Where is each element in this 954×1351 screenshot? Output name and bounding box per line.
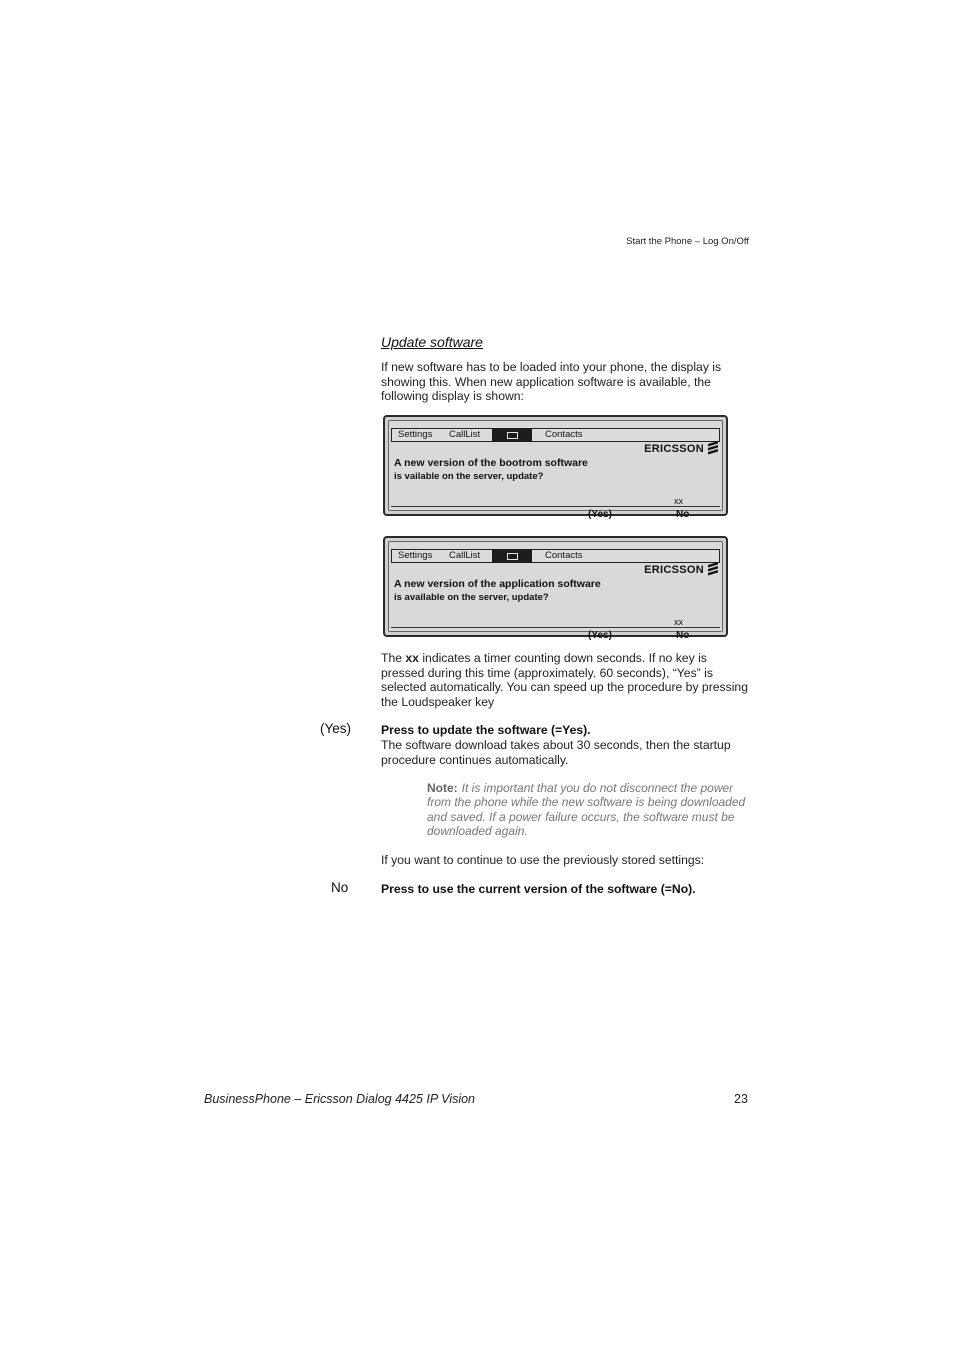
tab-settings: Settings xyxy=(398,429,433,440)
tab-calllist: CallList xyxy=(449,550,481,561)
timer-explanation-start: The xyxy=(381,651,406,665)
timer-explanation-rest: indicates a timer counting down seconds. If no key is pressed during this time (approximately. 60 seconds), “Yes” is selected automatically. You can speed up the procedure by pressing the Loudspeaker key xyxy=(381,651,748,709)
softkey-divider xyxy=(391,627,720,628)
timer-explanation xyxy=(381,651,749,709)
note-text: It is important that you do not disconnect the power from the phone while the new software is being downloaded and saved. If a power failure occurs, the software must be downloaded again. xyxy=(427,781,746,839)
phone-display-application xyxy=(383,536,728,641)
display-tab-bar xyxy=(391,549,720,563)
continue-paragraph: If you want to continue to use the previously stored settings: xyxy=(381,853,705,867)
countdown-timer: xx xyxy=(674,617,683,627)
page-number: 23 xyxy=(734,1092,748,1106)
yes-step-description: The software download takes about 30 seconds, then the startup procedure continues automatically. xyxy=(381,738,731,767)
tab-settings: Settings xyxy=(398,550,433,561)
display-message-line2: is vailable on the server, update? xyxy=(394,471,544,482)
no-key-label: No xyxy=(331,880,349,895)
tab-contacts: Contacts xyxy=(545,550,583,561)
envelope-icon xyxy=(507,432,518,439)
softkey-no: No xyxy=(676,630,690,641)
section-title: Update software xyxy=(381,334,483,350)
no-step-title: Press to use the current version of the software (=No). xyxy=(381,882,696,896)
display-message-line2: is available on the server, update? xyxy=(394,592,549,603)
running-header: Start the Phone – Log On/Off xyxy=(626,236,749,247)
ericsson-logo-icon xyxy=(707,441,719,455)
display-message-line1: A new version of the application software xyxy=(394,578,601,590)
display-message-line1: A new version of the bootrom software xyxy=(394,457,588,469)
display-tab-bar xyxy=(391,428,720,442)
yes-key-label: (Yes) xyxy=(320,721,352,736)
envelope-icon xyxy=(507,553,518,560)
note-box xyxy=(427,781,752,839)
tab-active-indicator xyxy=(492,428,532,442)
ericsson-logo-icon xyxy=(707,562,719,576)
phone-display-bootrom xyxy=(383,415,728,520)
tab-active-indicator xyxy=(492,549,532,563)
footer-title: BusinessPhone – Ericsson Dialog 4425 IP Vision xyxy=(204,1092,475,1106)
brand-name: ERICSSON xyxy=(644,443,704,455)
note-label: Note: xyxy=(427,781,458,795)
tab-contacts: Contacts xyxy=(545,429,583,440)
yes-step-title: Press to update the software (=Yes). xyxy=(381,723,591,737)
softkey-yes: (Yes) xyxy=(588,630,612,641)
softkey-yes: (Yes) xyxy=(588,509,612,520)
tab-calllist: CallList xyxy=(449,429,481,440)
intro-paragraph: If new software has to be loaded into your phone, the display is showing this. When new application software is available, the following display is shown: xyxy=(381,360,722,404)
timer-symbol: xx xyxy=(405,651,419,665)
softkey-no: No xyxy=(676,509,690,520)
brand-name: ERICSSON xyxy=(644,564,704,576)
softkey-divider xyxy=(391,506,720,507)
countdown-timer: xx xyxy=(674,496,683,506)
